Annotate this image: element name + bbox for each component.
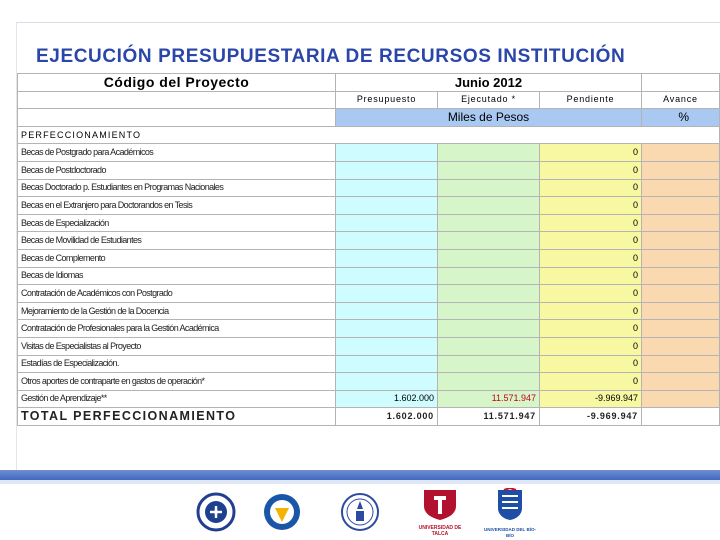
table-row	[18, 144, 720, 162]
row-label: Becas de Complemento	[18, 249, 336, 267]
universidad-del-bio-bio-logo	[484, 488, 536, 538]
presupuesto-cell	[336, 320, 438, 338]
row-label: Otros aportes de contraparte en gastos de operación*	[18, 373, 336, 391]
total-pendiente-cell: -9.969.947	[540, 408, 642, 426]
universidad-de-talca-logo	[416, 488, 464, 538]
row-label: Becas en el Extranjero para Doctorandos en Tesis	[18, 197, 336, 215]
ejecutado-cell	[438, 320, 540, 338]
total-ejecutado-cell: 11.571.947	[438, 408, 540, 426]
column-header-ejecutado: Ejecutado *	[438, 91, 540, 109]
presupuesto-cell	[336, 232, 438, 250]
table-row	[18, 267, 720, 285]
pendiente-cell: 0	[540, 267, 642, 285]
pendiente-cell: 0	[540, 214, 642, 232]
avance-cell	[642, 337, 720, 355]
ejecutado-cell	[438, 197, 540, 215]
avance-cell	[642, 232, 720, 250]
talca-shield-icon	[416, 488, 464, 520]
ejecutado-cell	[438, 161, 540, 179]
avance-cell	[642, 302, 720, 320]
avance-cell	[642, 197, 720, 215]
table-row	[18, 232, 720, 250]
ejecutado-cell	[438, 249, 540, 267]
column-header-pendiente: Pendiente	[540, 91, 642, 109]
row-label: Contratación de Académicos con Postgrado	[18, 285, 336, 303]
row-label: Gestión de Aprendizaje**	[18, 390, 336, 408]
total-avance-cell	[642, 408, 720, 426]
row-label: Becas de Postgrado para Académicos	[18, 144, 336, 162]
university-seal-1-logo	[196, 490, 236, 534]
ejecutado-cell	[438, 267, 540, 285]
table-row	[18, 355, 720, 373]
avance-cell	[642, 267, 720, 285]
column-header-presupuesto: Presupuesto	[336, 91, 438, 109]
section-title: PERFECCIONAMIENTO	[18, 126, 720, 144]
table-row	[18, 373, 720, 391]
pendiente-cell: 0	[540, 373, 642, 391]
table-row	[18, 390, 720, 408]
pendiente-cell: 0	[540, 320, 642, 338]
row-label: Becas de Especialización	[18, 214, 336, 232]
total-row	[18, 408, 720, 426]
ejecutado-cell	[438, 214, 540, 232]
pendiente-cell: 0	[540, 302, 642, 320]
pendiente-cell: 0	[540, 144, 642, 162]
ejecutado-cell	[438, 355, 540, 373]
table-row	[18, 285, 720, 303]
header-blank	[642, 74, 720, 92]
ejecutado-cell	[438, 285, 540, 303]
ejecutado-cell	[438, 302, 540, 320]
table-row	[18, 320, 720, 338]
avance-cell	[642, 249, 720, 267]
pendiente-cell: 0	[540, 285, 642, 303]
ejecutado-cell: 11.571.947	[438, 390, 540, 408]
universidad-catolica-de-temuco-logo	[262, 490, 302, 534]
budget-table	[17, 73, 720, 426]
project-code-label: Código del Proyecto	[18, 74, 336, 92]
presupuesto-cell	[336, 214, 438, 232]
talca-logo-text: UNIVERSIDAD DE TALCA	[418, 525, 462, 537]
pendiente-cell: 0	[540, 249, 642, 267]
ejecutado-cell	[438, 373, 540, 391]
row-label: Estadías de Especialización.	[18, 355, 336, 373]
row-label: Becas Doctorado p. Estudiantes en Programas Nacionales	[18, 179, 336, 197]
table-row	[18, 161, 720, 179]
row-label: Visitas de Especialistas al Proyecto	[18, 337, 336, 355]
presupuesto-cell	[336, 373, 438, 391]
unit-row-empty	[18, 109, 336, 127]
pendiente-cell: 0	[540, 197, 642, 215]
logo-bar	[0, 486, 720, 540]
total-presupuesto-cell: 1.602.000	[336, 408, 438, 426]
presupuesto-cell	[336, 161, 438, 179]
table-row	[18, 337, 720, 355]
avance-cell	[642, 320, 720, 338]
avance-cell	[642, 390, 720, 408]
avance-cell	[642, 144, 720, 162]
avance-cell	[642, 373, 720, 391]
row-label: Becas de Postdoctorado	[18, 161, 336, 179]
percent-label: %	[642, 109, 720, 127]
bio-bio-crest-icon	[484, 488, 536, 522]
table-row	[18, 249, 720, 267]
presupuesto-cell	[336, 355, 438, 373]
row-label: Becas de Movilidad de Estudiantes	[18, 232, 336, 250]
table-row	[18, 179, 720, 197]
presupuesto-cell	[336, 302, 438, 320]
presupuesto-cell	[336, 144, 438, 162]
pendiente-cell: 0	[540, 232, 642, 250]
presupuesto-cell: 1.602.000	[336, 390, 438, 408]
avance-cell	[642, 285, 720, 303]
ejecutado-cell	[438, 337, 540, 355]
pendiente-cell: -9.969.947	[540, 390, 642, 408]
presupuesto-cell	[336, 285, 438, 303]
table-row	[18, 214, 720, 232]
pendiente-cell: 0	[540, 161, 642, 179]
header-empty	[18, 91, 336, 109]
presupuesto-cell	[336, 267, 438, 285]
university-seal-3-logo	[340, 490, 380, 534]
row-label: Mejoramiento de la Gestión de la Docencia	[18, 302, 336, 320]
ejecutado-cell	[438, 232, 540, 250]
column-header-avance: Avance	[642, 91, 720, 109]
presupuesto-cell	[336, 179, 438, 197]
pendiente-cell: 0	[540, 337, 642, 355]
table-row	[18, 197, 720, 215]
ejecutado-cell	[438, 144, 540, 162]
unit-label: Miles de Pesos	[336, 109, 642, 127]
period-header: Junio 2012	[336, 74, 642, 92]
row-label: Contratación de Profesionales para la Gestión Académica	[18, 320, 336, 338]
avance-cell	[642, 355, 720, 373]
avance-cell	[642, 161, 720, 179]
pendiente-cell: 0	[540, 355, 642, 373]
avance-cell	[642, 214, 720, 232]
bio-bio-logo-text: UNIVERSIDAD DEL BÍO-BÍO	[484, 527, 536, 538]
row-label: Becas de Idiomas	[18, 267, 336, 285]
page-title: EJECUCIÓN PRESUPUESTARIA DE RECURSOS INSTITUCIÓN	[36, 46, 626, 67]
footer-strip	[0, 470, 720, 484]
presupuesto-cell	[336, 337, 438, 355]
avance-cell	[642, 179, 720, 197]
table-row	[18, 302, 720, 320]
total-row-label: TOTAL PERFECCIONAMIENTO	[18, 408, 336, 426]
presupuesto-cell	[336, 249, 438, 267]
ejecutado-cell	[438, 179, 540, 197]
pendiente-cell: 0	[540, 179, 642, 197]
presupuesto-cell	[336, 197, 438, 215]
